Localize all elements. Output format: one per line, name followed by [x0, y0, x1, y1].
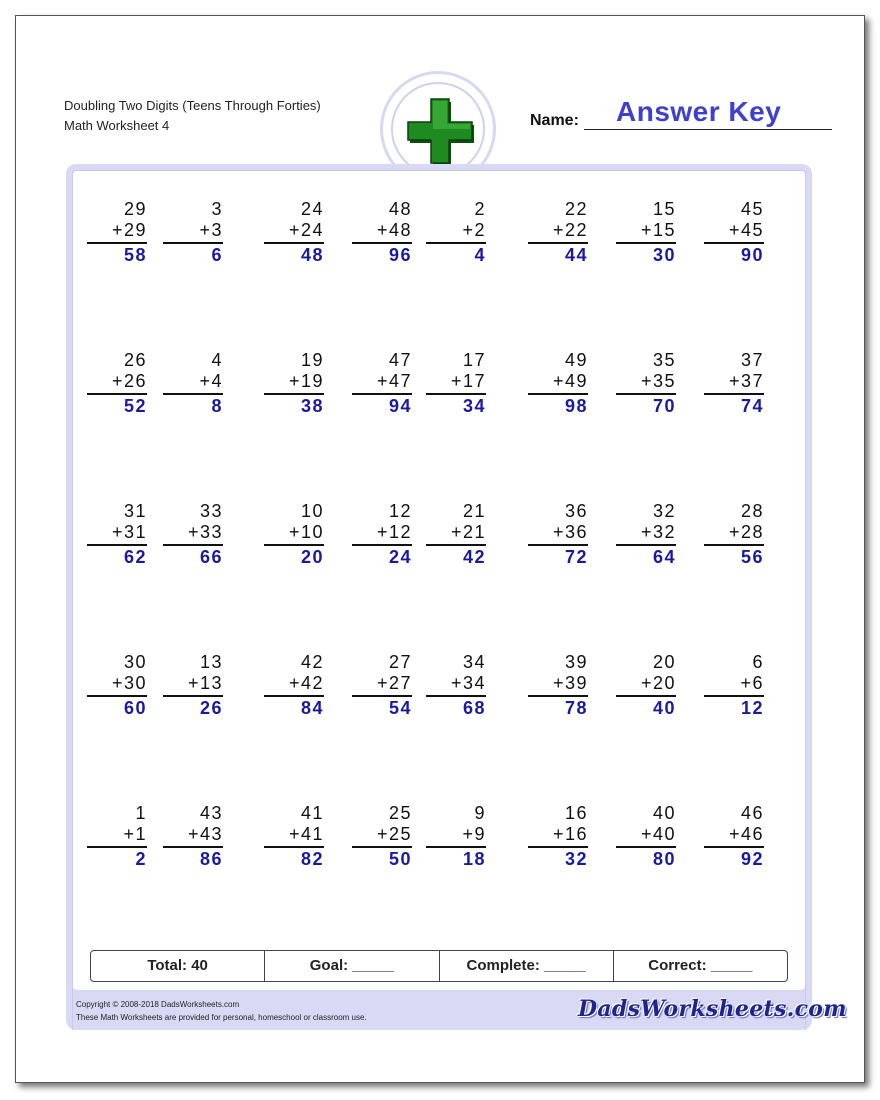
name-label: Name: — [530, 112, 579, 129]
problem-answer: 80 — [652, 849, 676, 869]
worksheet-subtitle: Math Worksheet 4 — [64, 118, 170, 133]
problem-item — [264, 501, 324, 568]
problem-addend: 36 — [564, 501, 588, 521]
problem-item — [426, 652, 486, 719]
problem-item — [528, 501, 588, 568]
problem-answer: 60 — [123, 698, 147, 718]
usage-notice: These Math Worksheets are provided for personal, homeschool or classroom use. — [76, 1013, 367, 1022]
problems-frame — [66, 164, 812, 1030]
total-cell: Total: 40 — [91, 951, 265, 981]
problem-addend-plus: +42 — [264, 673, 324, 697]
problem-item — [704, 350, 764, 417]
problem-addend: 15 — [652, 199, 676, 219]
problem-item — [616, 501, 676, 568]
problem-addend: 46 — [740, 803, 764, 823]
problem-item — [704, 501, 764, 568]
problem-addend-plus: +39 — [528, 673, 588, 697]
problem-addend-plus: +21 — [426, 522, 486, 546]
worksheet-title: Doubling Two Digits (Teens Through Forties) — [64, 98, 321, 113]
complete-cell: Complete: _____ — [440, 951, 614, 981]
problem-answer: 94 — [388, 396, 412, 416]
problem-addend: 22 — [564, 199, 588, 219]
problem-addend-plus: +46 — [704, 824, 764, 848]
problem-addend-plus: +12 — [352, 522, 412, 546]
problem-addend-plus: +33 — [163, 522, 223, 546]
problem-item — [264, 652, 324, 719]
problem-addend-plus: +17 — [426, 371, 486, 395]
problem-addend-plus: +4 — [163, 371, 223, 395]
problem-answer: 72 — [564, 547, 588, 567]
problem-addend-plus: +32 — [616, 522, 676, 546]
problem-item — [87, 350, 147, 417]
problem-addend: 49 — [564, 350, 588, 370]
problem-addend: 17 — [462, 350, 486, 370]
copyright-text: Copyright © 2008-2018 DadsWorksheets.com — [76, 1000, 240, 1009]
problem-addend-plus: +1 — [87, 824, 147, 848]
problem-addend: 12 — [388, 501, 412, 521]
problem-item — [87, 199, 147, 266]
problem-item — [163, 350, 223, 417]
problem-item — [426, 350, 486, 417]
problem-addend: 28 — [740, 501, 764, 521]
plus-icon — [402, 93, 478, 169]
problem-item — [616, 803, 676, 870]
problem-item — [426, 803, 486, 870]
problem-item — [87, 501, 147, 568]
problem-answer: 52 — [123, 396, 147, 416]
footer-text — [76, 998, 367, 1024]
problem-addend-plus: +16 — [528, 824, 588, 848]
problem-addend-plus: +34 — [426, 673, 486, 697]
problem-item — [163, 501, 223, 568]
problem-addend: 37 — [740, 350, 764, 370]
problem-answer: 20 — [300, 547, 324, 567]
problem-answer: 18 — [462, 849, 486, 869]
problem-answer: 34 — [462, 396, 486, 416]
problem-addend: 32 — [652, 501, 676, 521]
problem-answer: 30 — [652, 245, 676, 265]
problem-addend: 13 — [199, 652, 223, 672]
problem-answer: 26 — [199, 698, 223, 718]
problem-addend-plus: +43 — [163, 824, 223, 848]
problem-addend-plus: +45 — [704, 220, 764, 244]
problem-addend-plus: +27 — [352, 673, 412, 697]
problem-addend-plus: +3 — [163, 220, 223, 244]
problem-answer: 84 — [300, 698, 324, 718]
worksheet-page — [15, 15, 865, 1083]
problem-addend-plus: +47 — [352, 371, 412, 395]
problem-addend: 31 — [123, 501, 147, 521]
problem-item — [426, 501, 486, 568]
problem-addend: 33 — [199, 501, 223, 521]
problem-answer: 64 — [652, 547, 676, 567]
problem-addend: 10 — [300, 501, 324, 521]
problem-item — [528, 803, 588, 870]
name-underline — [584, 129, 832, 130]
problem-addend: 24 — [300, 199, 324, 219]
problem-answer: 82 — [300, 849, 324, 869]
problem-addend-plus: +49 — [528, 371, 588, 395]
problem-item — [163, 199, 223, 266]
problem-item — [163, 803, 223, 870]
problem-addend: 9 — [474, 803, 486, 823]
problem-answer: 32 — [564, 849, 588, 869]
problem-item — [616, 350, 676, 417]
problem-answer: 6 — [211, 245, 223, 265]
problem-item — [528, 652, 588, 719]
problem-answer: 78 — [564, 698, 588, 718]
problem-addend: 21 — [462, 501, 486, 521]
problem-item — [704, 803, 764, 870]
problem-answer: 98 — [564, 396, 588, 416]
problem-answer: 62 — [123, 547, 147, 567]
problem-addend-plus: +28 — [704, 522, 764, 546]
score-summary — [90, 950, 788, 982]
problem-item — [264, 803, 324, 870]
problem-addend: 45 — [740, 199, 764, 219]
correct-cell: Correct: _____ — [648, 957, 753, 974]
problem-addend: 41 — [300, 803, 324, 823]
problem-addend-plus: +35 — [616, 371, 676, 395]
problem-addend-plus: +2 — [426, 220, 486, 244]
problem-item — [352, 501, 412, 568]
problem-addend: 3 — [211, 199, 223, 219]
problem-addend: 35 — [652, 350, 676, 370]
problem-addend-plus: +48 — [352, 220, 412, 244]
problem-addend-plus: +29 — [87, 220, 147, 244]
problem-addend-plus: +40 — [616, 824, 676, 848]
problem-addend-plus: +30 — [87, 673, 147, 697]
problem-addend-plus: +24 — [264, 220, 324, 244]
problem-addend-plus: +13 — [163, 673, 223, 697]
problem-addend: 26 — [123, 350, 147, 370]
problem-addend: 16 — [564, 803, 588, 823]
worksheet-title-block — [64, 96, 321, 136]
problem-item — [528, 199, 588, 266]
problem-answer: 38 — [300, 396, 324, 416]
problem-addend: 19 — [300, 350, 324, 370]
goal-cell: Goal: _____ — [265, 951, 439, 981]
problem-answer: 4 — [474, 245, 486, 265]
problem-addend: 1 — [135, 803, 147, 823]
problem-answer: 24 — [388, 547, 412, 567]
problem-addend: 34 — [462, 652, 486, 672]
problem-item — [704, 652, 764, 719]
problem-addend-plus: +41 — [264, 824, 324, 848]
problem-answer: 42 — [462, 547, 486, 567]
problem-answer: 90 — [740, 245, 764, 265]
problem-addend: 43 — [199, 803, 223, 823]
problem-answer: 86 — [199, 849, 223, 869]
problem-answer: 8 — [211, 396, 223, 416]
problem-answer: 54 — [388, 698, 412, 718]
problem-addend-plus: +19 — [264, 371, 324, 395]
problem-addend: 4 — [211, 350, 223, 370]
problem-addend-plus: +6 — [704, 673, 764, 697]
problem-item — [163, 652, 223, 719]
problem-answer: 48 — [300, 245, 324, 265]
problem-item — [352, 803, 412, 870]
answer-key-label: Answer Key — [616, 96, 782, 127]
problem-addend: 6 — [752, 652, 764, 672]
problem-answer: 50 — [388, 849, 412, 869]
problem-addend-plus: +31 — [87, 522, 147, 546]
problem-item — [87, 652, 147, 719]
problem-addend: 29 — [123, 199, 147, 219]
problem-addend: 30 — [123, 652, 147, 672]
problem-answer: 70 — [652, 396, 676, 416]
problem-addend-plus: +25 — [352, 824, 412, 848]
problem-addend: 20 — [652, 652, 676, 672]
problem-item — [352, 652, 412, 719]
problem-item — [704, 199, 764, 266]
problem-addend-plus: +10 — [264, 522, 324, 546]
problem-addend: 47 — [388, 350, 412, 370]
problem-answer: 40 — [652, 698, 676, 718]
problem-answer: 56 — [740, 547, 764, 567]
problem-item — [264, 199, 324, 266]
problem-answer: 68 — [462, 698, 486, 718]
problem-addend-plus: +20 — [616, 673, 676, 697]
problem-item — [352, 199, 412, 266]
problem-item — [426, 199, 486, 266]
problem-item — [352, 350, 412, 417]
problem-addend: 27 — [388, 652, 412, 672]
problem-answer: 66 — [199, 547, 223, 567]
problem-addend: 39 — [564, 652, 588, 672]
problem-item — [616, 199, 676, 266]
problem-addend: 42 — [300, 652, 324, 672]
problem-addend-plus: +9 — [426, 824, 486, 848]
problem-addend-plus: +37 — [704, 371, 764, 395]
problem-answer: 2 — [135, 849, 147, 869]
problem-addend: 2 — [474, 199, 486, 219]
problem-addend-plus: +36 — [528, 522, 588, 546]
problem-answer: 92 — [740, 849, 764, 869]
problem-answer: 74 — [740, 396, 764, 416]
problem-answer: 12 — [740, 698, 764, 718]
problem-item — [264, 350, 324, 417]
problem-addend: 40 — [652, 803, 676, 823]
name-field — [530, 96, 832, 130]
problem-addend: 48 — [388, 199, 412, 219]
problem-addend-plus: +15 — [616, 220, 676, 244]
problem-answer: 96 — [388, 245, 412, 265]
problem-item — [616, 652, 676, 719]
problem-item — [87, 803, 147, 870]
problem-answer: 58 — [123, 245, 147, 265]
problem-addend-plus: +22 — [528, 220, 588, 244]
dadsworksheets-logo: DadsWorksheets.com — [578, 996, 847, 1022]
problem-answer: 44 — [564, 245, 588, 265]
problem-addend: 25 — [388, 803, 412, 823]
problem-item — [528, 350, 588, 417]
problem-addend-plus: +26 — [87, 371, 147, 395]
